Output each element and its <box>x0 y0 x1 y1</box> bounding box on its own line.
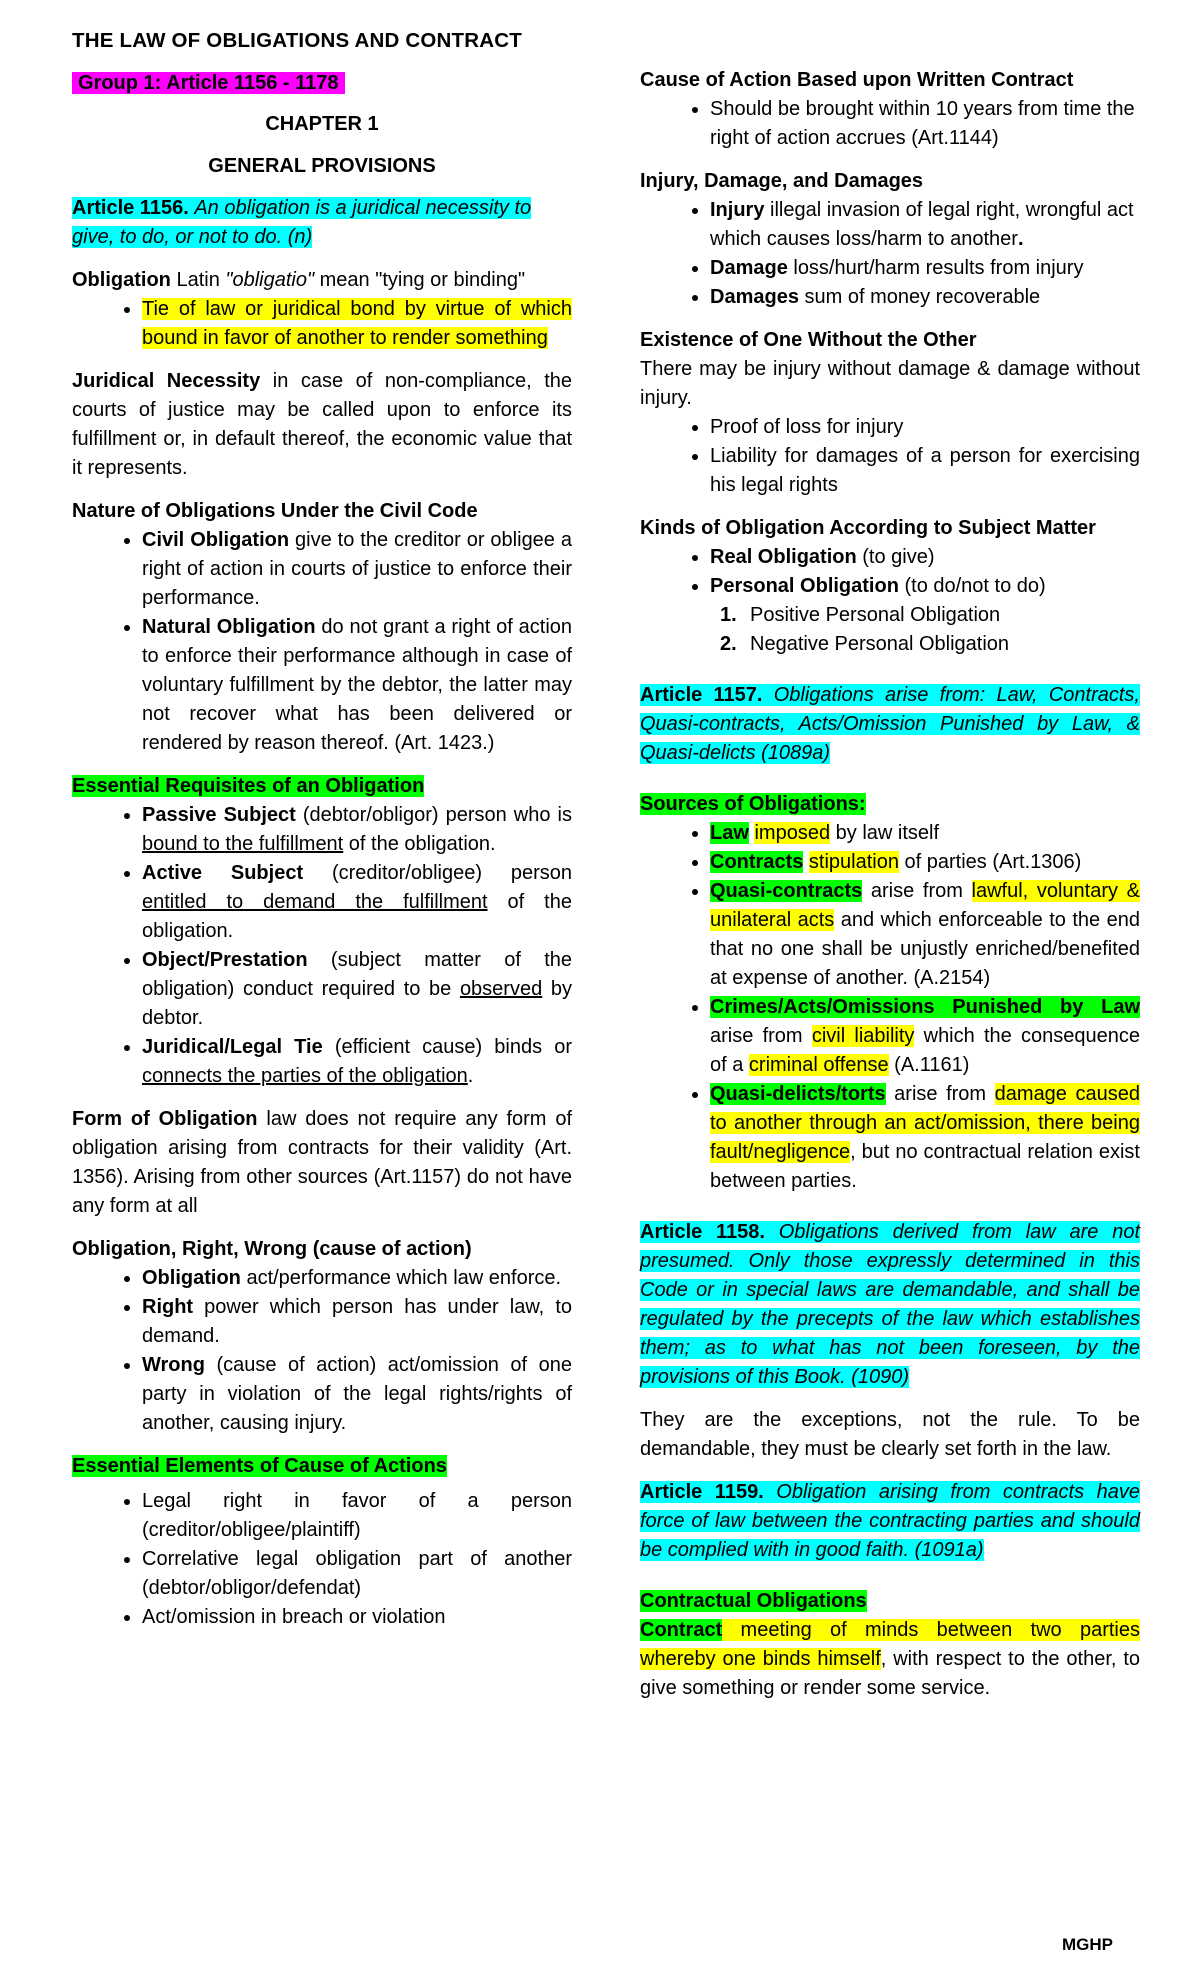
list-item: • Wrong (cause of action) act/omission of one party in violation of the legal rights/rights of another, causing injury. <box>142 1351 572 1438</box>
list-item: • Personal Obligation (to do/not to do) <box>710 572 1140 601</box>
list-item: • Legal right in favor of a person (creditor/obligee/plaintiff) <box>142 1487 572 1545</box>
list-item: • Right power which person has under law, to demand. <box>142 1293 572 1351</box>
list-item: • Civil Obligation give to the creditor or obligee a right of action in courts of justice to enforce their performance. <box>142 526 572 613</box>
injury-heading: Injury, Damage, and Damages <box>640 170 924 192</box>
kinds-heading: Kinds of Obligation According to Subject Matter <box>640 517 1096 539</box>
document-title: THE LAW OF OBLIGATIONS AND CONTRACT <box>72 29 522 52</box>
list-item: • Should be brought within 10 years from time the right of action accrues (Art.1144) <box>710 95 1140 153</box>
form-of-obligation: Form of Obligation law does not require any form of obligation arising from contracts for their validity (Art. 1356). Arising from other sources (Art.1157) do not have any form at all <box>72 1108 572 1217</box>
list-item: • Real Obligation (to give) <box>710 543 1140 572</box>
list-item: 1. Positive Personal Obligation <box>720 604 1001 626</box>
list-item: • Act/omission in breach or violation <box>142 1603 572 1632</box>
existence-text: There may be injury without damage & damage without injury. <box>640 358 1140 409</box>
article-1159: Article 1159. Obligation arising from contracts have force of law between the contracting parties and should be complied with in good faith. (1091a) <box>640 1481 1140 1561</box>
list-item: • Passive Subject (debtor/obligor) person who is bound to the fulfillment of the obligation. <box>142 801 572 859</box>
obligation-definition: Obligation Latin "obligatio" mean "tying or binding" <box>72 269 526 291</box>
list-item: • Juridical/Legal Tie (efficient cause) binds or connects the parties of the obligation. <box>142 1033 572 1091</box>
article-1156: Article 1156. An obligation is a juridical necessity to give, to do, or not to do. (n) <box>72 197 532 248</box>
list-item: • Quasi-contracts arise from lawful, voluntary & unilateral acts and which enforceable to the end that no one shall be unjustly enriched/benefited at expense of another. (A.2154) <box>710 877 1140 993</box>
article-1157: Article 1157. Obligations arise from: Law, Contracts, Quasi-contracts, Acts/Omission Punished by Law, & Quasi-delicts (1089a) <box>640 684 1140 764</box>
list-item: • Tie of law or juridical bond by virtue of which bound in favor of another to render something <box>142 295 572 353</box>
right-column <box>640 66 1140 1703</box>
list-item: • Proof of loss for injury <box>710 413 1140 442</box>
list-item: • Damages sum of money recoverable <box>710 283 1140 312</box>
footer-initials: MGHP <box>1062 1935 1113 1954</box>
sources-heading: Sources of Obligations: <box>640 793 866 815</box>
list-item: • Object/Prestation (subject matter of the obligation) conduct required to be observed by debtor. <box>142 946 572 1033</box>
contract-definition: Contract meeting of minds between two parties whereby one binds himself, with respect to the other, to give something or render some service. <box>640 1619 1140 1699</box>
article-1158: Article 1158. Obligations derived from law are not presumed. Only those expressly determined in this Code or in special laws are demandable, and shall be regulated by the precepts of the law which establishes them; as to what has not been foreseen, by the provisions of this Book. (1090) <box>640 1221 1140 1388</box>
list-item: 2. Negative Personal Obligation <box>720 633 1010 655</box>
exceptions-text: They are the exceptions, not the rule. To be demandable, they must be clearly set forth in the law. <box>640 1409 1140 1460</box>
elements-heading: Essential Elements of Cause of Actions <box>72 1455 447 1477</box>
list-item: • Damage loss/hurt/harm results from injury <box>710 254 1140 283</box>
left-column <box>72 26 572 1632</box>
orw-heading: Obligation, Right, Wrong (cause of action) <box>72 1238 472 1260</box>
list-item: • Injury illegal invasion of legal right, wrongful act which causes loss/harm to another. <box>710 196 1140 254</box>
chapter-subtitle: GENERAL PROVISIONS <box>208 155 436 177</box>
list-item: • Obligation act/performance which law enforce. <box>142 1264 572 1293</box>
contractual-heading: Contractual Obligations <box>640 1590 867 1612</box>
requisites-heading: Essential Requisites of an Obligation <box>72 775 425 797</box>
existence-heading: Existence of One Without the Other <box>640 329 977 351</box>
list-item: • Crimes/Acts/Omissions Punished by Law arise from civil liability which the consequence of a criminal offense (A.1161) <box>710 993 1140 1080</box>
list-item: • Correlative legal obligation part of another (debtor/obligor/defendat) <box>142 1545 572 1603</box>
list-item: • Law imposed by law itself <box>710 819 1140 848</box>
list-item: • Quasi-delicts/torts arise from damage caused to another through an act/omission, there being fault/negligence, but no contractual relation exist between parties. <box>710 1080 1140 1196</box>
juridical-necessity: Juridical Necessity in case of non-compliance, the courts of justice may be called upon to enforce its fulfillment or, in default thereof, the economic value that it represents. <box>72 370 572 479</box>
nature-heading: Nature of Obligations Under the Civil Code <box>72 500 478 522</box>
list-item: • Natural Obligation do not grant a right of action to enforce their performance although in case of voluntary fulfillment by the debtor, the latter may not recover what has been delivered or rendered by reason thereof. (Art. 1423.) <box>142 613 572 758</box>
list-item: • Active Subject (creditor/obligee) person entitled to demand the fulfillment of the obligation. <box>142 859 572 946</box>
group-label: Group 1: Article 1156 - 1178 <box>72 72 345 94</box>
chapter-heading: CHAPTER 1 <box>265 113 379 135</box>
list-item: • Liability for damages of a person for exercising his legal rights <box>710 442 1140 500</box>
list-item: • Contracts stipulation of parties (Art.1306) <box>710 848 1140 877</box>
written-contract-heading: Cause of Action Based upon Written Contract <box>640 69 1074 91</box>
